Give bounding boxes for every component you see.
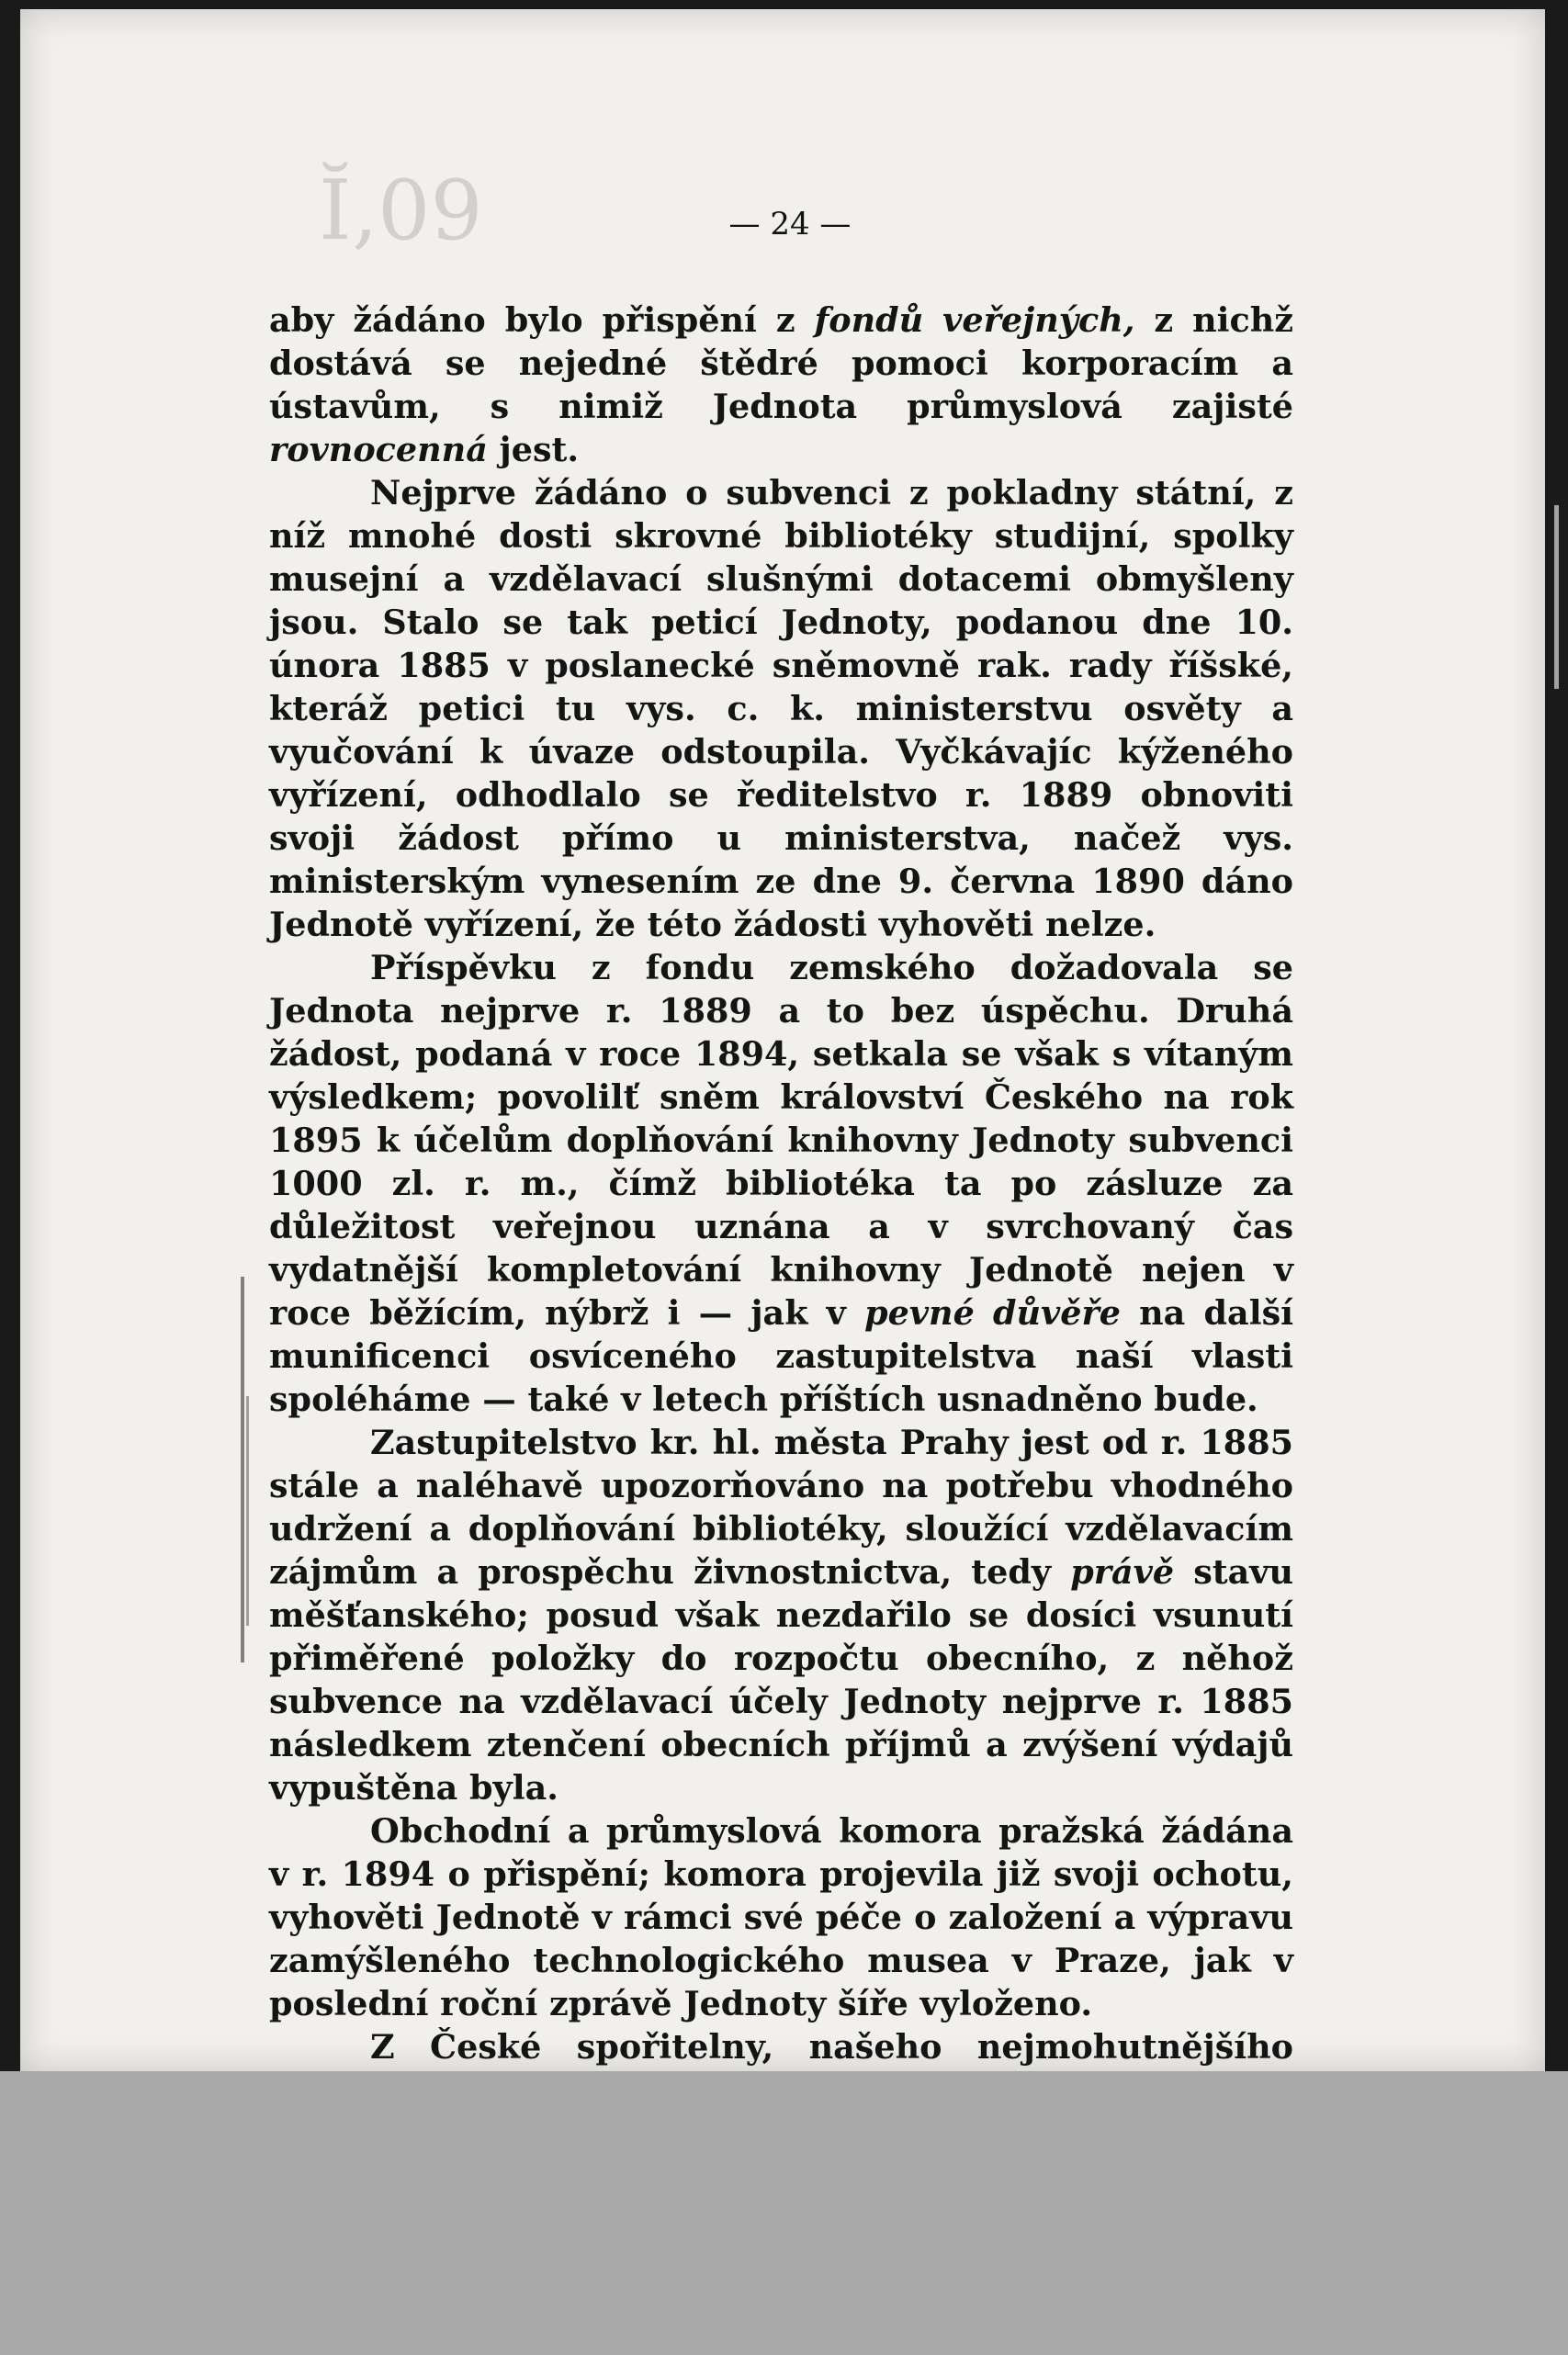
paragraph — [269, 299, 1293, 471]
paragraph — [269, 946, 1293, 1421]
text-run: Obchodní a průmyslová komora pražská žádána v r. 1894 o přispění; komora projevila již svoji ochotu, vyhověti Jednotě v rámci své péče o založení a výpravu zamýšleného technologického musea v Praze, jak v poslední roční zprávě Jednoty šíře vyloženo. — [269, 1811, 1293, 2023]
text-run: Zastupitelstvo kr. hl. města Prahy jest od r. 1885 stále a naléhavě upozorňováno na potřebu vhodného udržení a doplňování bibliotéky, sloužící vzdělavacím zájmům a prospěchu živnostnictva, tedy — [269, 1423, 1293, 1592]
svg-text:Ĭ‚09: Ĭ‚09 — [319, 163, 483, 259]
paragraph — [269, 471, 1293, 946]
italic-text: právě — [1070, 1552, 1175, 1592]
text-run: z nichž dostává se nejedné štědré pomoci korporacím a ústavům, s nimiž Jednota průmyslová zajisté — [269, 300, 1293, 426]
text-run: jest. — [487, 430, 580, 469]
text-run: Příspěvku z fondu zemského dožadovala se Jednota nejprve r. 1889 a to bez úspěchu. Druhá žádost, podaná v roce 1894, setkala se však s vítaným výsledkem; povolilť sněm království Českého na rok 1895 k účelům doplňování knihovny Jednoty subvenci 1000 zl. r. m., čímž bibliotéka ta po zásluze za důležitost veřejnou uznána a v svrchovaný čas vydatnější kompletování knihovny Jednotě nejen v roce běžícím, nýbrž i — jak v — [269, 948, 1293, 1333]
margin-mark — [246, 1396, 249, 1626]
italic-text: fondů veřejných, — [814, 300, 1135, 340]
margin-mark — [241, 1277, 244, 1662]
italic-text: pevné důvěře — [864, 1293, 1121, 1333]
text-run: na další munificenci osvíceného zastupitelstva naší vlasti spoléháme — také v letech příštích usnadněno bude. — [269, 1293, 1293, 1419]
text-run: stavu měšťanského; posud však nezdařilo se dosíci vsunutí přiměřené položky do rozpočtu obecního, z něhož subvence na vzdělavací účely Jednoty nejprve r. 1885 následkem ztenčení obecních příjmů a zvýšení výdajů vypuštěna byla. — [269, 1552, 1293, 1808]
page-edge-mark — [1554, 505, 1559, 689]
italic-text: rovnocenná — [269, 430, 488, 469]
body-text — [269, 299, 1293, 2284]
paragraph — [269, 1809, 1293, 2025]
text-run: Nejprve žádáno o subvenci z pokladny státní, z níž mnohé dosti skrovné bibliotéky studijní, spolky musejní a vzdělavací slušnými dotacemi obmyšleny jsou. Stalo se tak peticí Jednoty, podanou dne 10. února 1885 v poslanecké sněmovně rak. rady říšské, kteráž petici tu vys. c. k. ministerstvu osvěty a vyučování k úvaze odstoupila. Vyčkávajíc kýženého vyřízení, odhodlalo se ředitelstvo r. 1889 obnoviti svoji žádost přímo u ministerstva, načež vys. ministerským vynesením ze dne 9. června 1890 dáno Jednotě vyřízení, že této žádosti vyhověti nelze. — [269, 473, 1293, 944]
text-run: aby žádáno bylo přispění z — [269, 300, 815, 340]
page-number: — 24 — — [728, 206, 852, 242]
text-run: Z České spořitelny, našeho nejmohutnějšího — [370, 2027, 1293, 2067]
paragraph — [269, 1421, 1293, 1809]
library-stamp-icon — [319, 156, 622, 257]
scanner-bed — [0, 2071, 1568, 2355]
